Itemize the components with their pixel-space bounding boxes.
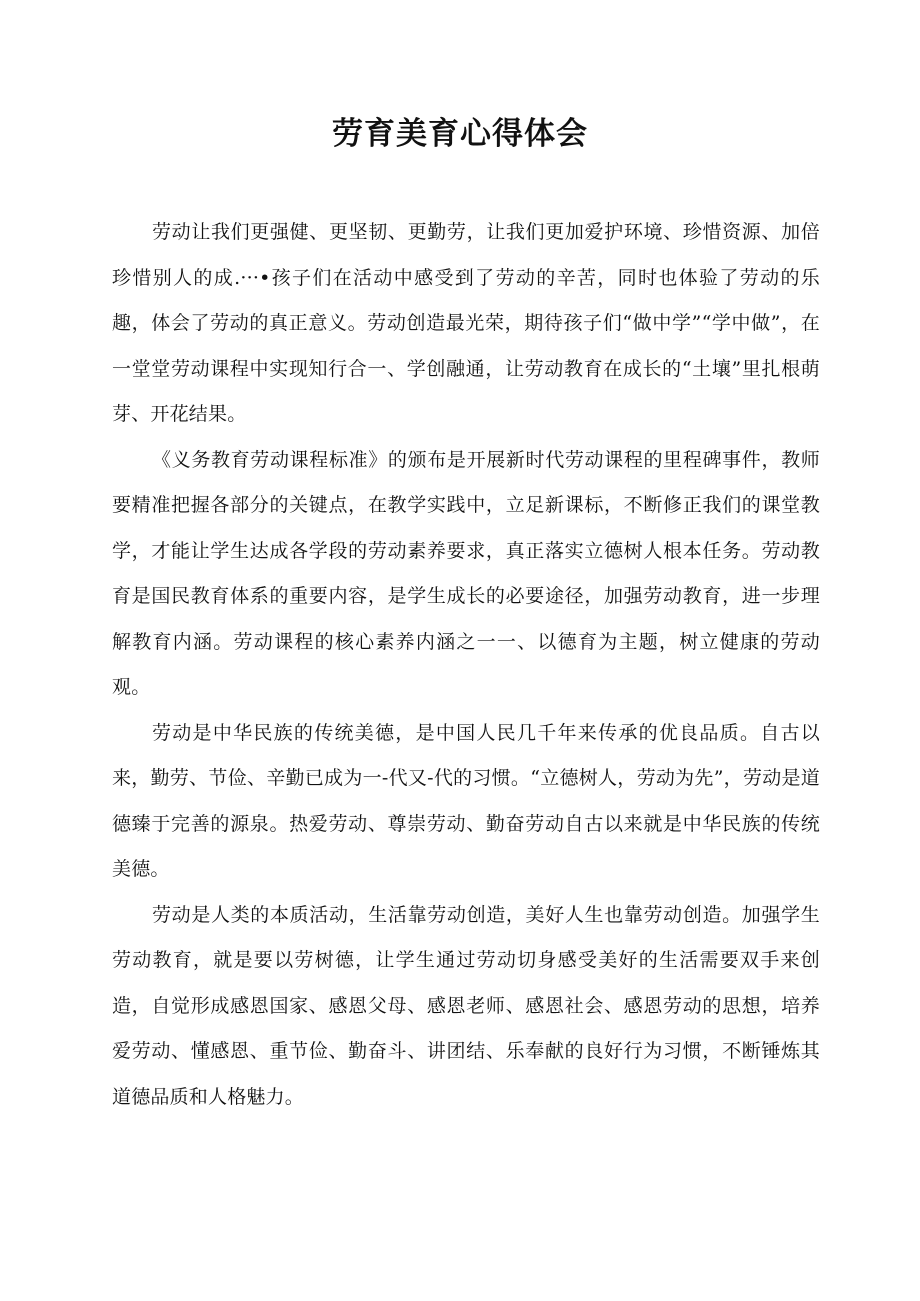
paragraph-4: 劳动是人类的本质活动，生活靠劳动创造，美好人生也靠劳动创造。加强学生劳动教育，就是要以劳树德，让学生通过劳动切身感受美好的生活需要双手来创造，自觉形成感恩国家、感恩父母、感恩老师、感恩社会、感恩劳动的思想，培养爱劳动、懂感恩、重节俭、勤奋斗、讲团结、乐奉献的良好行为习惯，不断锤炼其道德品质和人格魅力。: [112, 903, 820, 1108]
document-body: [112, 210, 820, 1120]
paragraph-3: 劳动是中华民族的传统美德，是中国人民几千年来传承的优良品质。自古以来，勤劳、节俭、辛勤已成为一-代又-代的习惯。“立德树人，劳动为先”，劳动是道德臻于完善的源泉。热爱劳动、尊崇劳动、勤奋劳动自古以来就是中华民族的传统美德。: [112, 721, 820, 880]
page-title: 劳育美育心得体会: [332, 116, 588, 152]
paragraph-2: 《义务教育劳动课程标准》的颁布是开展新时代劳动课程的里程碑事件，教师要精准把握各部分的关键点，在教学实践中，立足新课标，不断修正我们的课堂教学，才能让学生达成各学段的劳动素养要求，真正落实立德树人根本任务。劳动教育是国民教育体系的重要内容，是学生成长的必要途径，加强劳动教育，进一步理解教育内涵。劳动课程的核心素养内涵之一一、以德育为主题，树立健康的劳动观。: [112, 448, 820, 698]
paragraph-1: 劳动让我们更强健、更坚韧、更勤劳，让我们更加爱护环境、珍惜资源、加倍珍惜别人的成.···•孩子们在活动中感受到了劳动的辛苦，同时也体验了劳动的乐趣，体会了劳动的真正意义。劳动创造最光荣，期待孩子们“做中学”“学中做”，在一堂堂劳动课程中实现知行合一、学创融通，让劳动教育在成长的“土壤”里扎根萌芽、开花结果。: [112, 221, 820, 425]
